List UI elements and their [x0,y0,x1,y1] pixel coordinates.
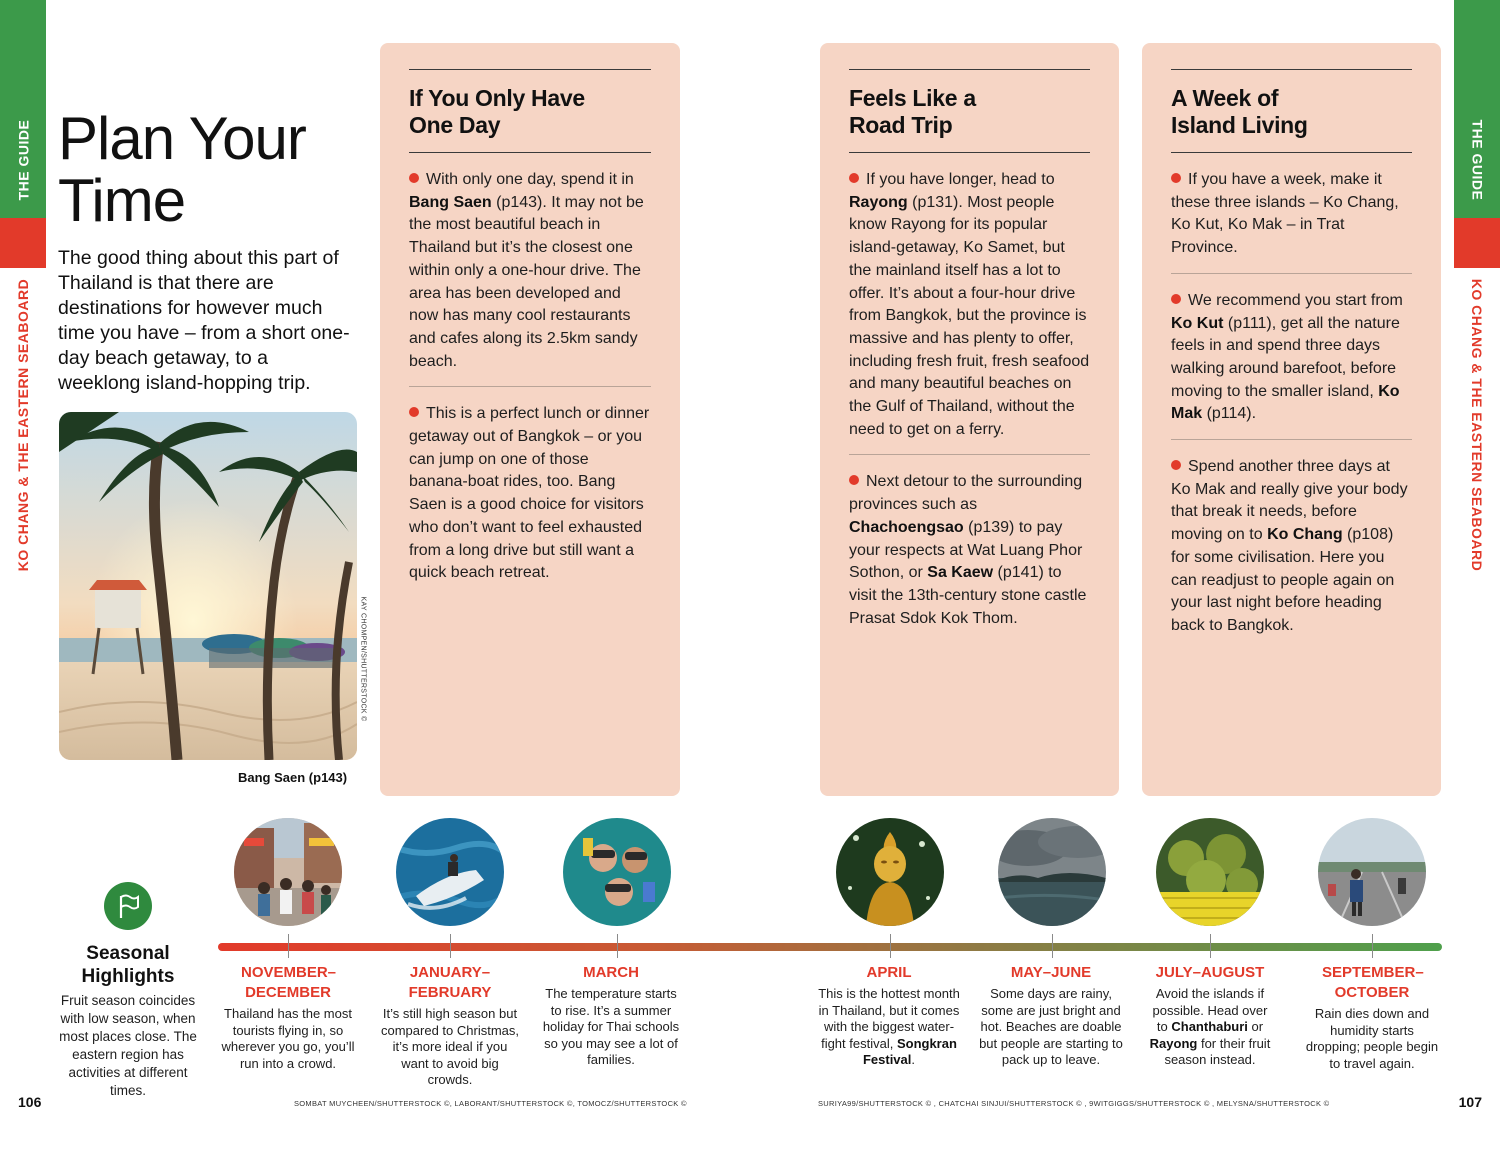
month-description [1302,1006,1442,1072]
card-title-line: One Day [409,112,501,138]
text-run: (p139) to pay your respects at Wat Luang Phor Sothon, or [849,518,1083,582]
page-title-line: Plan Your [58,105,306,172]
bold-place-name: Ko Mak [1171,382,1400,423]
card-title-line: A Week of [1171,85,1279,111]
photo-credit: KAY CHOMPEN/SHUTTERSTOCK © [359,596,367,722]
right-side-tab [1454,0,1500,1154]
durian-photo [1156,818,1264,926]
text-run: Some days are rainy, some are just bright and hot. Beaches are doable but people are starting to pack up to leave. [979,986,1123,1067]
bullet-dot-icon [1171,173,1181,183]
snorkelers-photo [563,818,671,926]
text-run: (p111), get all the nature feels in and spend three days walking around barefoot, before moving to the smaller island, [1171,314,1400,400]
month-label: APRIL [866,964,912,981]
beach-photo [59,412,357,760]
card-bullet-item [1171,153,1412,274]
card-title [849,85,1090,153]
timeline-tick [890,934,891,958]
text-run: or [1247,1019,1264,1034]
card-bullet-item [409,387,651,598]
page-number-right: 107 [1458,1094,1482,1110]
card-top-rule [849,69,1090,70]
seasonal-highlights-title: Seasonal Highlights [81,943,175,987]
seasonal-highlights-description: Fruit season coincides with low season, when most places close. The eastern region has activities at different times. [59,993,197,1098]
text-run: Avoid the islands if possible. Head over to [1152,986,1268,1034]
text-run: This is the hottest month in Thailand, but it comes with the biggest water-fight festival, [818,986,960,1051]
card-top-rule [409,69,651,70]
side-tab-region-label: KO CHANG & THE EASTERN SEABOARD [1469,278,1485,572]
card-title [409,85,651,153]
rainy-sea-photo [998,818,1106,926]
side-tab-section-label: THE GUIDE [15,119,32,201]
month-description [221,1006,355,1072]
timeline-tick [617,934,618,958]
month-label: JANUARY–FEBRUARY [408,964,492,1001]
card-items [409,153,651,598]
month-description [979,986,1123,1069]
bullet-dot-icon [409,407,419,417]
text-run: . [911,1052,916,1067]
timeline-tick [1052,934,1053,958]
timeline-tick [1372,934,1373,958]
month-march [540,963,682,1069]
month-april [816,963,962,1069]
month-description [541,986,681,1069]
month-description [380,1006,520,1089]
page-number-left: 106 [18,1094,42,1110]
month-september-october [1300,963,1444,1072]
text-run: for their fruit season instead. [1164,1035,1271,1067]
month-label: MAY–JUNE [1010,964,1092,981]
itinerary-card-road-trip [820,43,1119,796]
month-january-february [380,963,520,1089]
card-title-line: Road Trip [849,112,953,138]
month-november-december [218,963,358,1072]
month-may-june [978,963,1124,1069]
text-run: (p114). [1202,405,1257,423]
timeline-tick [1210,934,1211,958]
bullet-dot-icon [1171,294,1181,304]
flag-icon [104,882,152,930]
timeline-tick [450,934,451,958]
card-bullet-item [849,455,1090,643]
bullet-dot-icon [1171,460,1181,470]
side-tab-red-block [1454,218,1500,268]
photo-credits-right: SURIYA99/SHUTTERSTOCK © , CHATCHAI SINJUI/SHUTTERSTOCK © , 9WITGIGGS/SHUTTERSTOCK © , MELYSNA/SHUTTERSTOCK © [818,1099,1330,1108]
month-label: MARCH [583,964,639,981]
text-run: Spend another three days at Ko Mak and really give your body that break it needs, before moving on to [1171,458,1408,544]
card-title-line: Feels Like a [849,85,976,111]
side-tab-red-block [0,218,46,268]
bold-place-name: Rayong [1149,1035,1198,1051]
card-title-line: If You Only Have [409,85,585,111]
card-items [1171,153,1412,651]
bold-place-name: Ko Kut [1171,314,1224,332]
card-items [849,153,1090,643]
card-bullet-item [1171,274,1412,440]
bold-place-name: Sa Kaew [927,564,994,582]
month-description [817,986,961,1069]
itinerary-card-one-day [380,43,680,796]
photo-caption: Bang Saen (p143) [238,770,348,785]
text-run: (p108) for some civilisation. Here you can readjust to people again on your last night before heading back to Bangkok. [1171,526,1395,634]
traveller-pier-photo [1318,818,1426,926]
intro-text: The good thing about this part of Thailand is that there are destinations for however much time you have – from a short one-day beach getaway, to a weeklong island-hopping trip. [58,247,350,394]
itinerary-card-island-week [1142,43,1441,796]
card-title-line: Island Living [1171,112,1308,138]
card-title [1171,85,1412,153]
text-run: Thailand has the most tourists flying in, so wherever you go, you’ll run into a crowd. [221,1006,355,1071]
bold-place-name: Ko Chang [1267,526,1343,544]
card-bullet-item [409,153,651,387]
text-run: (p131). Most people know Rayong for its popular island-getaway, Ko Samet, but the mainland itself has a lot to offer. It’s about a four-hour drive from Bangkok, but the province is massive and has plenty to offer, including fresh fruit, fresh seafood and many beautiful beaches on the Gulf of Thailand, without the need to get on a ferry. [849,193,1090,438]
bold-place-name: Rayong [849,193,908,211]
market-street-photo [234,818,342,926]
text-run: This is a perfect lunch or dinner getaway out of Bangkok – or you can jump on one of those banana-boat rides, too. Bang Saen is a good choice for visitors who don’t want to feel exhausted from a long drive but still want a quick beach retreat. [409,405,650,582]
bold-place-name: Chachoengsao [849,518,964,536]
bullet-dot-icon [849,173,859,183]
side-tab-region-label: KO CHANG & THE EASTERN SEABOARD [15,278,31,572]
page-title-line: Time [58,167,186,234]
timeline-bar [218,943,1442,951]
month-label: JULY–AUGUST [1155,964,1265,981]
text-run: If you have a week, make it these three islands – Ko Chang, Ko Kut, Ko Mak – in Trat Province. [1171,171,1399,257]
side-tab-section-label: THE GUIDE [1469,119,1486,201]
left-side-tab [0,0,46,1154]
text-run: With only one day, spend it in [426,171,634,188]
month-july-august [1140,963,1280,1069]
card-bullet-item [849,153,1090,455]
text-run: We recommend you start from [1188,291,1403,309]
month-label: SEPTEMBER–OCTOBER [1322,964,1424,1001]
text-run: Next detour to the surrounding provinces such as [849,473,1083,514]
golden-buddha-photo [836,818,944,926]
bold-place-name: Songkran Festival [862,1035,957,1067]
timeline-tick [288,934,289,958]
card-bullet-item [1171,440,1412,651]
text-run: It’s still high season but compared to Christmas, it’s more ideal if you want to avoid big crowds. [381,1006,519,1087]
text-run: If you have longer, head to [866,171,1055,188]
month-label: NOVEMBER–DECEMBER [241,964,337,1001]
text-run: Rain dies down and humidity starts dropping; people begin to travel again. [1305,1006,1439,1071]
text-run: The temperature starts to rise. It’s a summer holiday for Thai schools so you may see a lot of families. [542,986,680,1067]
bold-place-name: Bang Saen [409,193,492,211]
text-run: (p143). It may not be the most beautiful beach in Thailand but it’s the closest one within only a one-hour drive. The area has been developed and now has many cool restaurants and cafes along its 2.5km sandy beach. [409,193,644,370]
card-top-rule [1171,69,1412,70]
month-description [1146,986,1274,1069]
photo-credits-left: SOMBAT MUYCHEEN/SHUTTERSTOCK ©, LABORANT/SHUTTERSTOCK ©, TOMOCZ/SHUTTERSTOCK © [294,1099,687,1108]
bold-place-name: Chanthaburi [1171,1019,1248,1034]
speedboat-photo [396,818,504,926]
bullet-dot-icon [409,173,419,183]
page-title [58,105,306,234]
text-run: (p141) to visit the 13th-century stone castle Prasat Sdok Kok Thom. [849,564,1087,627]
bullet-dot-icon [849,475,859,485]
